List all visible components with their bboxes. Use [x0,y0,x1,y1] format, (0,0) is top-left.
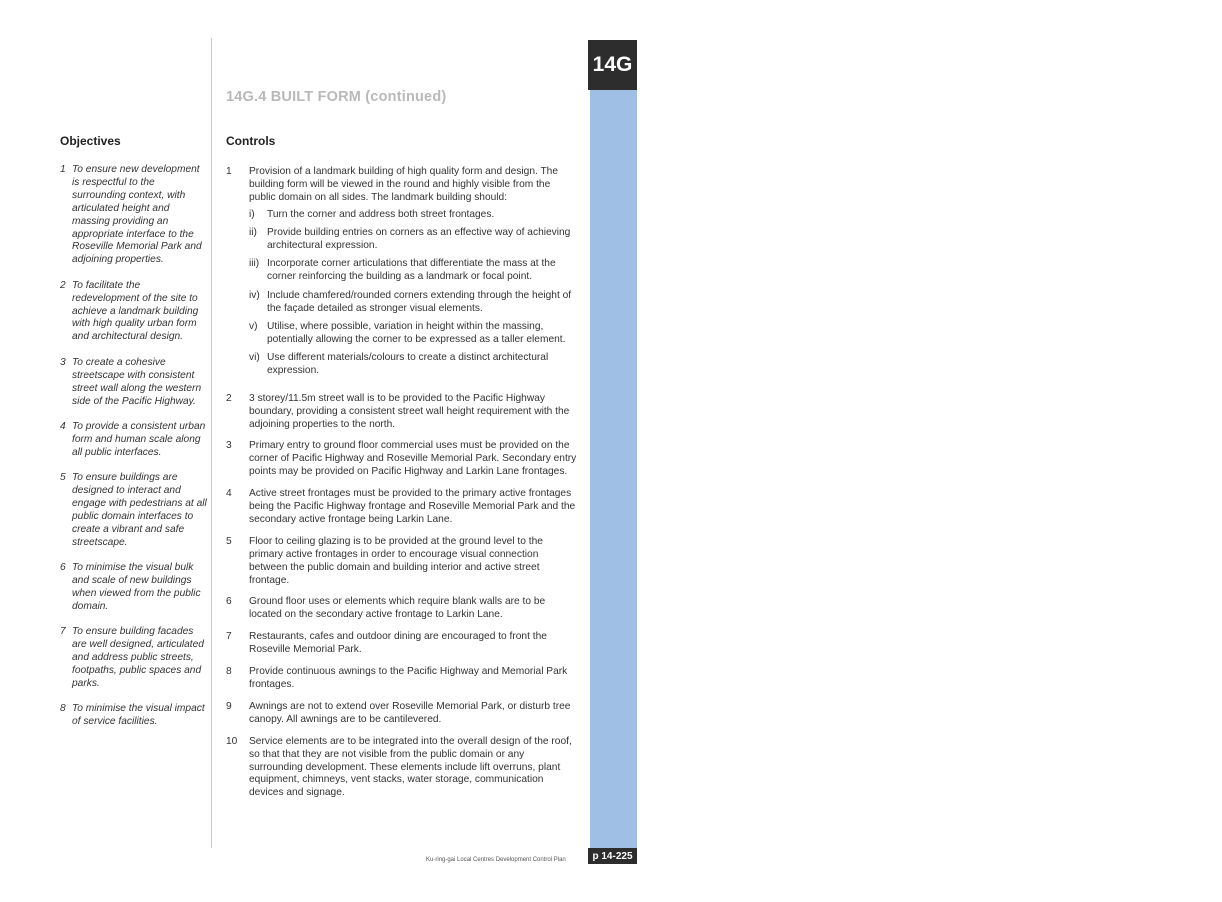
objective-number: 5 [60,472,66,484]
footer-plan-name: Ku-ring-gai Local Centres Development Control Plan [426,857,566,863]
control-item [226,440,578,479]
control-number: 2 [226,392,232,404]
control-text: Provide continuous awnings to the Pacific Highway and Memorial Park frontages. [249,666,568,690]
subitem-number: v) [249,321,258,333]
sidebar-band [590,40,1221,853]
subitem-number: iv) [249,289,260,301]
objectives-list [60,164,208,742]
subitem-number: iii) [249,258,260,270]
control-number: 9 [226,700,232,712]
control-item [226,666,578,692]
section-title: 14G.4 BUILT FORM (continued) [226,89,447,105]
objectives-heading: Objectives [60,134,121,148]
control-sublist [249,209,578,378]
control-number: 10 [226,735,238,747]
control-item [226,596,578,622]
objective-text: To create a cohesive streetscape with consistent street wall along the western side of the Pacific Highway. [72,356,202,407]
subitem-text: Turn the corner and address both street frontages. [267,208,495,220]
controls-heading: Controls [226,134,276,148]
objective-text: To minimise the visual impact of service facilities. [72,703,205,728]
control-subitem [249,227,578,253]
objective-text: To ensure buildings are designed to interact and engage with pedestrians at all public domain interfaces to create a vibrant and safe streetscape. [72,472,207,548]
objective-number: 1 [60,164,66,175]
objective-text: To ensure new development is respectful to the surrounding context, with articulated height and massing providing an appropriate interface to the Roseville Memorial Park and adjoining properties. [72,164,202,266]
objective-text: To minimise the visual bulk and scale of new buildings when viewed from the public domain. [72,562,201,612]
part-tab: 14G [588,40,637,90]
objective-item [60,703,208,729]
column-divider [211,38,212,848]
subitem-text: Incorporate corner articulations that differentiate the mass at the corner reinforcing the building as a landmark or focal point. [267,258,556,283]
control-number: 1 [226,166,232,177]
control-item [226,631,578,657]
control-number: 3 [226,440,232,452]
control-subitem [249,258,578,284]
control-subitem [249,321,578,347]
control-item [226,488,578,527]
objective-number: 4 [60,420,66,432]
control-item [226,736,578,801]
control-number: 7 [226,631,232,643]
objective-text: To facilitate the redevelopment of the site to achieve a landmark building with high quality urban form and architectural design. [72,279,199,343]
subitem-text: Include chamfered/rounded corners extending through the height of the façade detailed as stronger visual elements. [267,289,572,314]
objective-item [60,472,208,549]
objective-text: To ensure building facades are well designed, articulated and address public streets, footpaths, public spaces and parks. [72,626,204,689]
control-subitem [249,352,578,378]
control-text: Active street frontages must be provided to the primary active frontages being the Pacific Highway frontage and Roseville Memorial Park and the secondary active frontage being Larkin Lane. [249,488,576,525]
subitem-text: Use different materials/colours to create a distinct architectural expression. [267,352,549,377]
control-item [226,536,578,588]
objective-item [60,626,208,691]
control-text: Primary entry to ground floor commercial uses must be provided on the corner of Pacific Highway and Roseville Memorial Park. Secondary entry points may be provided on Pacific Highway and Larkin Lane frontages. [249,440,577,478]
control-text: 3 storey/11.5m street wall is to be provided to the Pacific Highway boundary, providing a consistent street wall height requirement with the adjoining properties to the north. [249,392,570,430]
control-text: Restaurants, cafes and outdoor dining are encouraged to front the Roseville Memorial Park. [249,631,547,656]
control-subitem [249,209,578,222]
objective-number: 8 [60,703,66,715]
objective-item [60,421,208,460]
control-text: Floor to ceiling glazing is to be provided at the ground level to the primary active frontages in order to encourage visual connection between the public domain and building interior and active street frontage. [249,535,543,586]
control-text: Provision of a landmark building of high quality form and design. The building form will be viewed in the round and highly visible from the public domain on all sides. The landmark building should: [249,166,559,203]
control-number: 5 [226,535,232,547]
control-item [226,701,578,727]
objective-number: 7 [60,626,66,638]
control-number: 6 [226,596,232,608]
objective-item [60,562,208,614]
objective-item [60,357,208,409]
control-number: 8 [226,666,232,678]
controls-list [226,166,578,809]
control-text: Service elements are to be integrated into the overall design of the roof, so that that they are not visible from the public domain or any surrounding development. These elements include lift overruns, plant equipment, chimneys, vent stacks, water storage, communication devices and signage. [249,735,572,799]
subitem-number: vi) [249,352,260,364]
page-number: p 14-225 [588,848,637,864]
objective-number: 2 [60,279,66,291]
subitem-text: Utilise, where possible, variation in height within the massing, potentially allowing the corner to be expressed as a taller element. [267,321,566,345]
control-subitem [249,290,578,316]
control-text: Ground floor uses or elements which require blank walls are to be located on the secondary active frontage to Larkin Lane. [249,596,546,621]
subitem-number: i) [249,208,255,220]
control-item [226,393,578,432]
subitem-text: Provide building entries on corners as an effective way of achieving architectural expression. [267,227,571,252]
objective-item [60,164,208,267]
objective-number: 6 [60,562,66,574]
control-number: 4 [226,488,232,500]
vertical-part-title: PART 62 & 64-66 PACIFIC HIGHWAY [1184,219,1221,821]
objective-text: To provide a consistent urban form and human scale along all public interfaces. [72,420,206,458]
control-item [226,166,578,384]
objective-number: 3 [60,356,66,368]
control-text: Awnings are not to extend over Roseville Memorial Park, or disturb tree canopy. All awnings are to be cantilevered. [249,700,571,725]
objective-item [60,280,208,345]
subitem-number: ii) [249,227,257,239]
